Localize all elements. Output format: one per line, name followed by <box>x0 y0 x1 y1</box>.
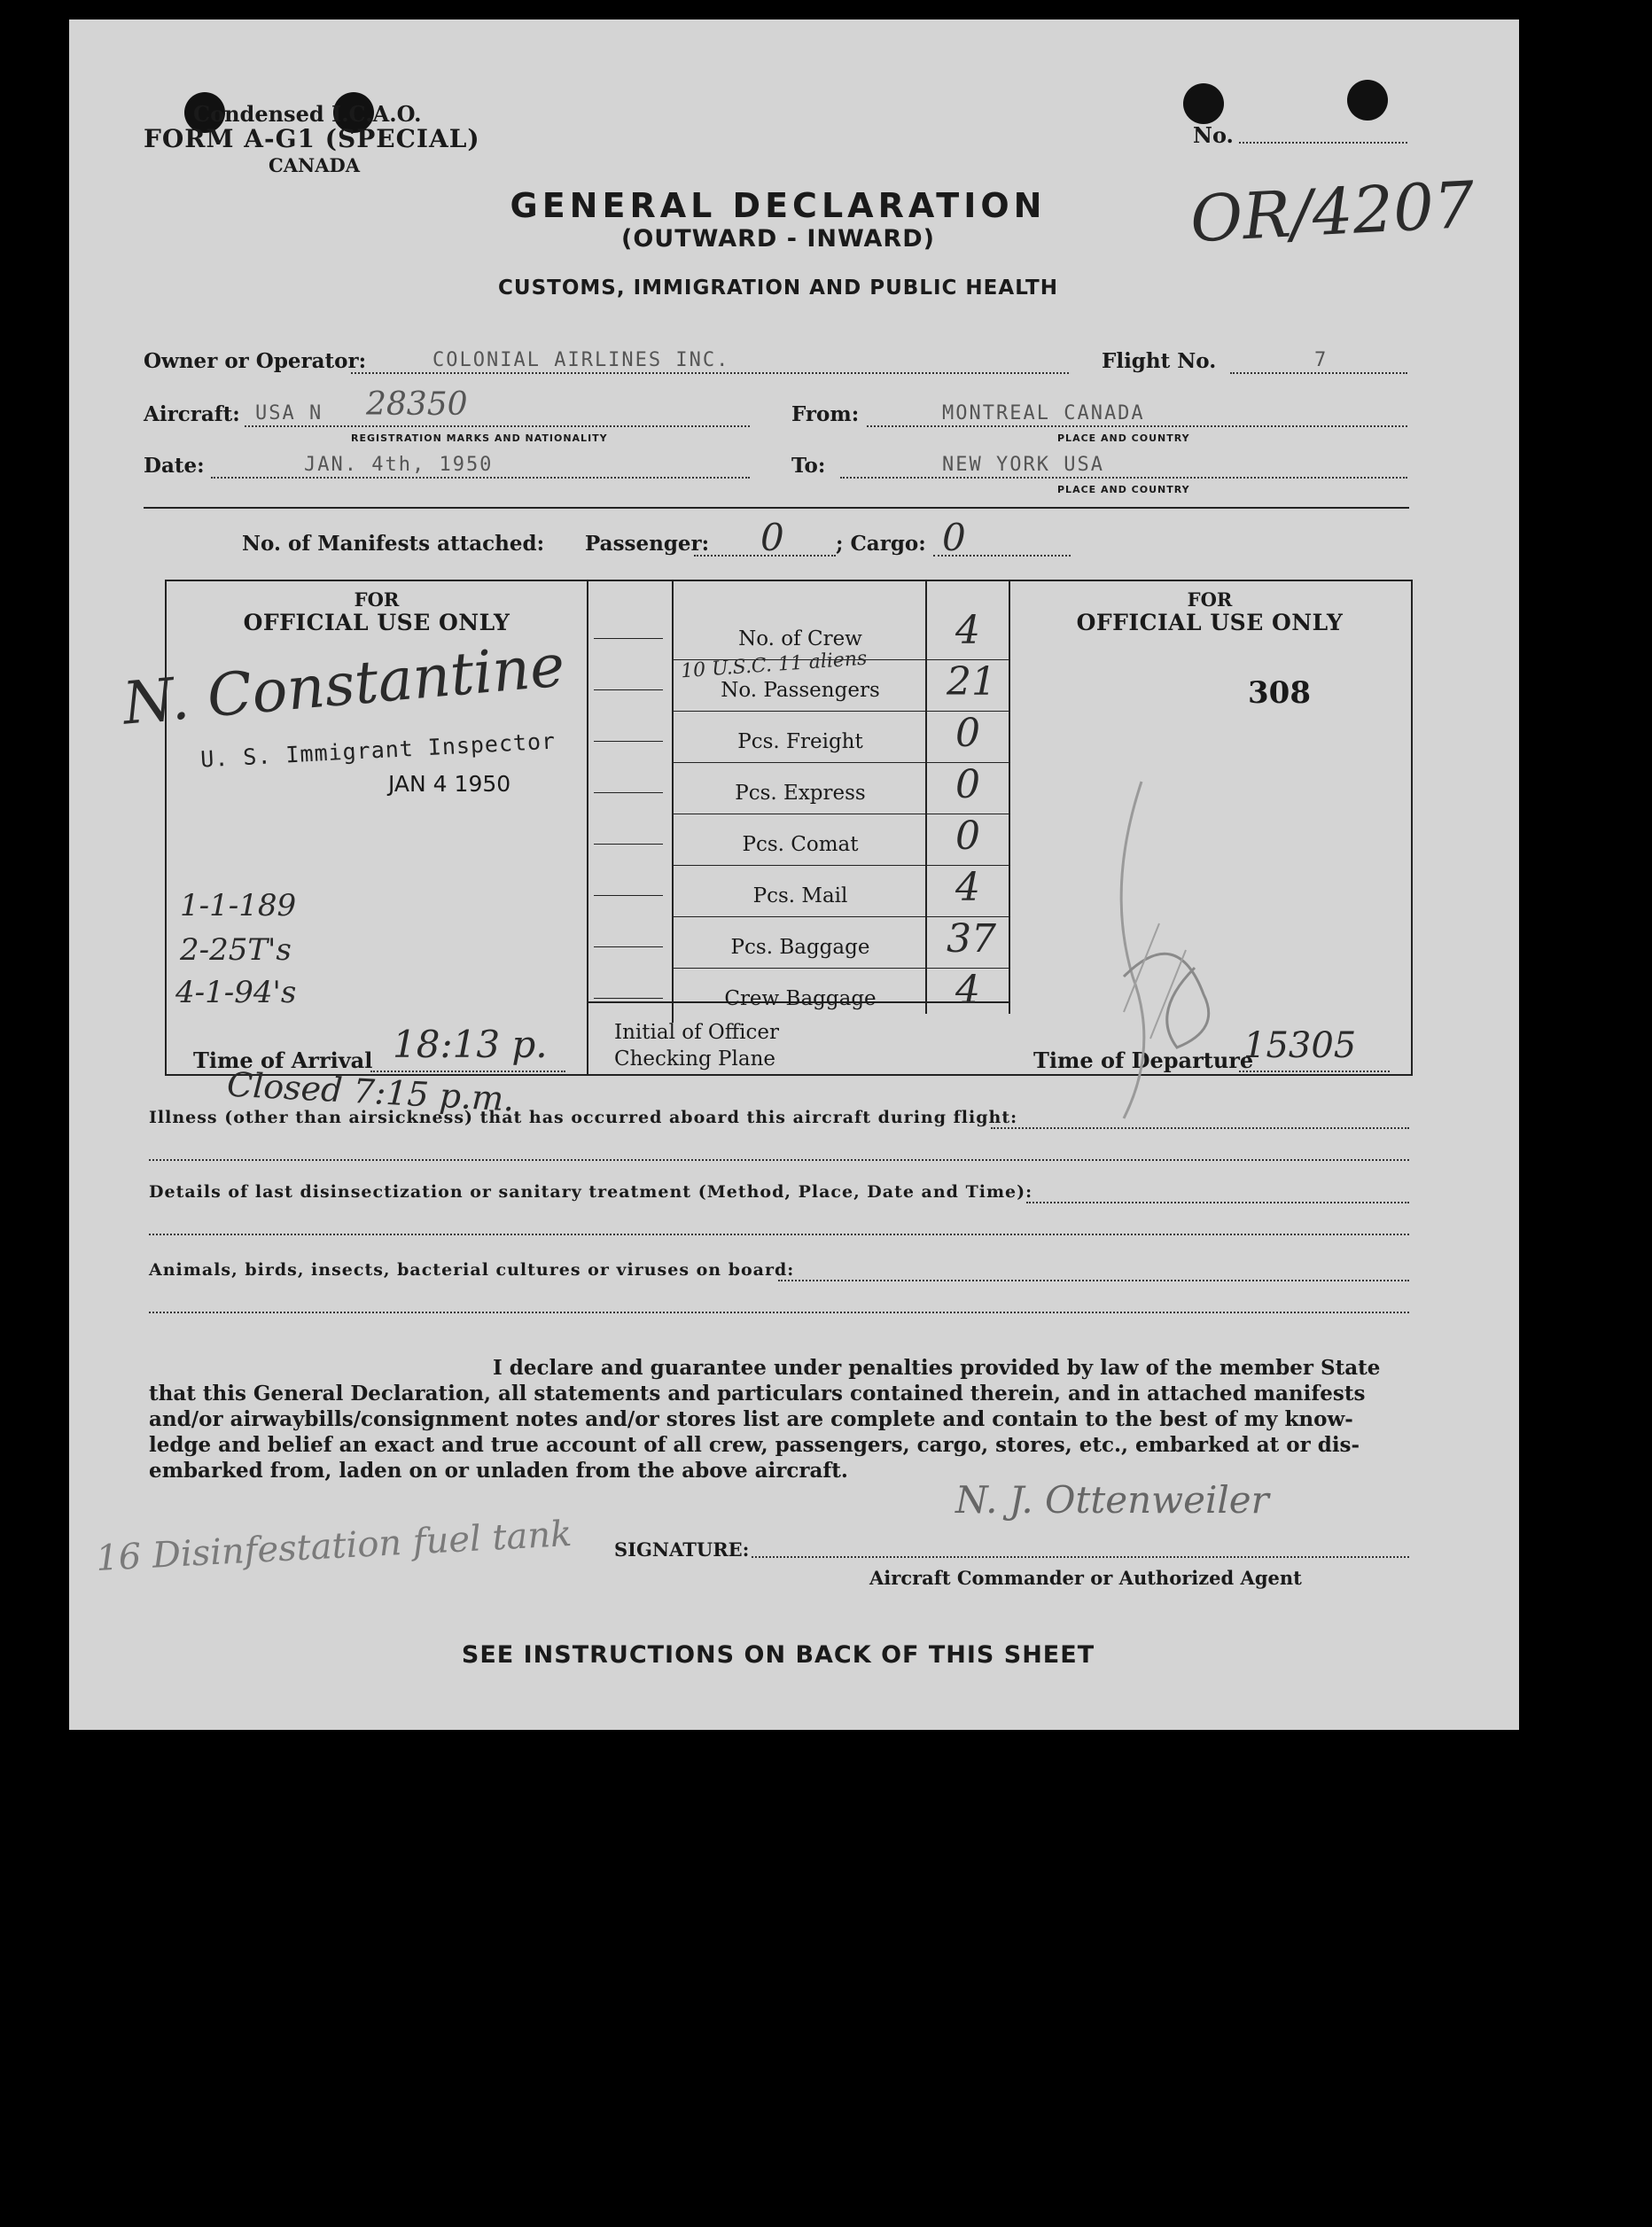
from-label: From: <box>791 402 860 426</box>
row-value-crew-baggage[interactable]: 4 <box>955 968 980 1013</box>
document-subheading: CUSTOMS, IMMIGRATION AND PUBLIC HEALTH <box>498 276 1058 300</box>
no-label: No. <box>1193 122 1234 148</box>
illness-line-1[interactable] <box>991 1127 1409 1129</box>
row-line <box>594 638 663 639</box>
row-label-freight: Pcs. Freight <box>737 730 863 753</box>
header-divider <box>144 507 1409 509</box>
inspector-stamp-date: JAN 4 1950 <box>388 771 511 797</box>
table-divider <box>672 580 674 1023</box>
official-note-3: 4-1-94's <box>175 975 297 1010</box>
declaration-line-1: I declare and guarantee under penalties provided by law of the member State <box>493 1356 1381 1380</box>
illness-line-2[interactable] <box>149 1159 1409 1161</box>
time-of-departure-value[interactable]: 15305 <box>1243 1025 1357 1066</box>
from-caption: PLACE AND COUNTRY <box>1057 432 1190 444</box>
row-value-freight[interactable]: 0 <box>955 711 980 756</box>
disinsectization-line-1[interactable] <box>1026 1202 1409 1203</box>
aircraft-handwritten: 28350 <box>366 386 468 423</box>
time-of-arrival-line <box>370 1071 565 1072</box>
row-label-crew: No. of Crew <box>738 627 862 650</box>
to-caption: PLACE AND COUNTRY <box>1057 484 1190 495</box>
row-label-baggage: Pcs. Baggage <box>730 936 870 959</box>
row-line <box>594 689 663 690</box>
time-of-departure-label: Time of Departure <box>1033 1047 1254 1073</box>
row-line <box>594 946 663 947</box>
commander-signature: N. J. Ottenweiler <box>955 1478 1269 1522</box>
row-label-express: Pcs. Express <box>735 782 866 805</box>
date-label: Date: <box>144 454 205 478</box>
to-field-line <box>840 477 1407 479</box>
aircraft-field-line <box>245 425 750 427</box>
inspector-stamp-title: U. S. Immigrant Inspector <box>199 728 557 773</box>
official-note-2: 2-25T's <box>180 932 292 968</box>
animals-line-2[interactable] <box>149 1312 1409 1313</box>
initial-officer-label-2: Checking Plane <box>614 1047 776 1071</box>
row-line <box>594 998 663 999</box>
pencil-scribble <box>1071 746 1301 1145</box>
row-label-passengers: No. Passengers <box>721 679 880 702</box>
form-line-1: Condensed I.C.A.O. <box>193 101 422 127</box>
signature-label: SIGNATURE: <box>614 1538 750 1561</box>
flight-value[interactable]: 7 <box>1314 349 1329 371</box>
no-field[interactable] <box>1239 142 1407 144</box>
owner-value[interactable]: COLONIAL AIRLINES INC. <box>432 349 730 371</box>
row-label-comat: Pcs. Comat <box>742 833 859 856</box>
cargo-manifest-label: ; Cargo: <box>836 532 926 556</box>
passenger-manifest-value[interactable]: 0 <box>760 516 784 559</box>
declaration-line-4: ledge and belief an exact and true account of all crew, passengers, cargo, stores, etc., embarked at or dis- <box>149 1433 1360 1457</box>
animals-label: Animals, birds, insects, bacterial cultures or viruses on board: <box>149 1260 795 1280</box>
document-subtitle: (OUTWARD - INWARD) <box>621 225 935 253</box>
row-line <box>594 792 663 793</box>
flight-field-line <box>1230 372 1407 374</box>
date-value[interactable]: JAN. 4th, 1950 <box>304 454 494 476</box>
time-of-arrival-label: Time of Arrival <box>193 1047 373 1073</box>
file-number: OR/4207 <box>1188 167 1477 257</box>
row-line <box>594 741 663 742</box>
aircraft-label: Aircraft: <box>144 402 240 426</box>
illness-label: Illness (other than airsickness) that has occurred aboard this aircraft during flight: <box>149 1108 1018 1127</box>
declaration-line-3: and/or airwaybills/consignment notes and/or stores list are complete and contain to the best of my know- <box>149 1407 1353 1431</box>
manifests-label: No. of Manifests attached: <box>242 532 545 556</box>
signature-line[interactable] <box>752 1556 1409 1558</box>
punch-hole <box>1183 83 1224 124</box>
aircraft-caption: REGISTRATION MARKS AND NATIONALITY <box>351 432 608 444</box>
row-label-mail: Pcs. Mail <box>752 884 848 907</box>
row-label-crew-baggage: Crew Baggage <box>724 987 877 1010</box>
row-line <box>594 844 663 845</box>
closed-note: Closed 7:15 p.m. <box>226 1064 516 1119</box>
punch-hole <box>1347 80 1388 121</box>
row-value-express[interactable]: 0 <box>955 762 980 807</box>
right-official-heading-1: FOR <box>1187 588 1233 611</box>
table-divider <box>925 580 927 1014</box>
passenger-note: 10 U.S.C. 11 aliens <box>680 647 869 683</box>
row-value-passengers[interactable]: 21 <box>947 659 996 705</box>
row-line <box>594 895 663 896</box>
aircraft-value[interactable]: USA N <box>255 402 323 424</box>
right-official-heading-2: OFFICIAL USE ONLY <box>1076 610 1344 635</box>
row-value-mail[interactable]: 4 <box>955 865 980 910</box>
form-line-2: FORM A-G1 (SPECIAL) <box>144 124 480 153</box>
document-page <box>69 19 1519 1730</box>
inspector-signature: N. Constantine <box>120 631 568 738</box>
flight-label: Flight No. <box>1102 349 1217 373</box>
table-divider <box>1009 580 1010 1014</box>
from-field-line <box>867 425 1407 427</box>
date-field-line <box>211 477 750 479</box>
form-line-3: CANADA <box>269 154 361 176</box>
official-note-1: 1-1-189 <box>180 888 297 923</box>
margin-note: 16 Disinfestation fuel tank <box>95 1513 573 1580</box>
declaration-line-2: that this General Declaration, all statements and particulars contained therein, and in attached manifests <box>149 1382 1366 1406</box>
cargo-manifest-value[interactable]: 0 <box>942 516 966 559</box>
owner-label: Owner or Operator: <box>144 349 367 373</box>
left-official-heading-2: OFFICIAL USE ONLY <box>243 610 510 635</box>
document-title: GENERAL DECLARATION <box>510 186 1047 225</box>
agent-label: Aircraft Commander or Authorized Agent <box>869 1567 1302 1589</box>
official-number: 308 <box>1248 675 1311 711</box>
row-value-comat[interactable]: 0 <box>955 814 980 859</box>
left-official-heading-1: FOR <box>354 588 400 611</box>
to-value[interactable]: NEW YORK USA <box>942 454 1104 476</box>
declaration-line-5: embarked from, laden on or unladen from the above aircraft. <box>149 1459 848 1483</box>
from-value[interactable]: MONTREAL CANADA <box>942 402 1145 424</box>
to-label: To: <box>791 454 826 478</box>
initial-officer-label-1: Initial of Officer <box>614 1021 779 1044</box>
row-value-baggage[interactable]: 37 <box>947 916 996 962</box>
animals-line-1[interactable] <box>778 1280 1409 1281</box>
row-value-crew[interactable]: 4 <box>955 608 980 653</box>
back-instructions: SEE INSTRUCTIONS ON BACK OF THIS SHEET <box>461 1641 1095 1669</box>
owner-field-line <box>351 372 1069 374</box>
passenger-manifest-label: Passenger: <box>585 532 710 556</box>
disinsectization-line-2[interactable] <box>149 1234 1409 1235</box>
time-of-arrival-value[interactable]: 18:13 p. <box>393 1023 548 1066</box>
disinsectization-label: Details of last disinsectization or sanitary treatment (Method, Place, Date and Time): <box>149 1182 1033 1202</box>
